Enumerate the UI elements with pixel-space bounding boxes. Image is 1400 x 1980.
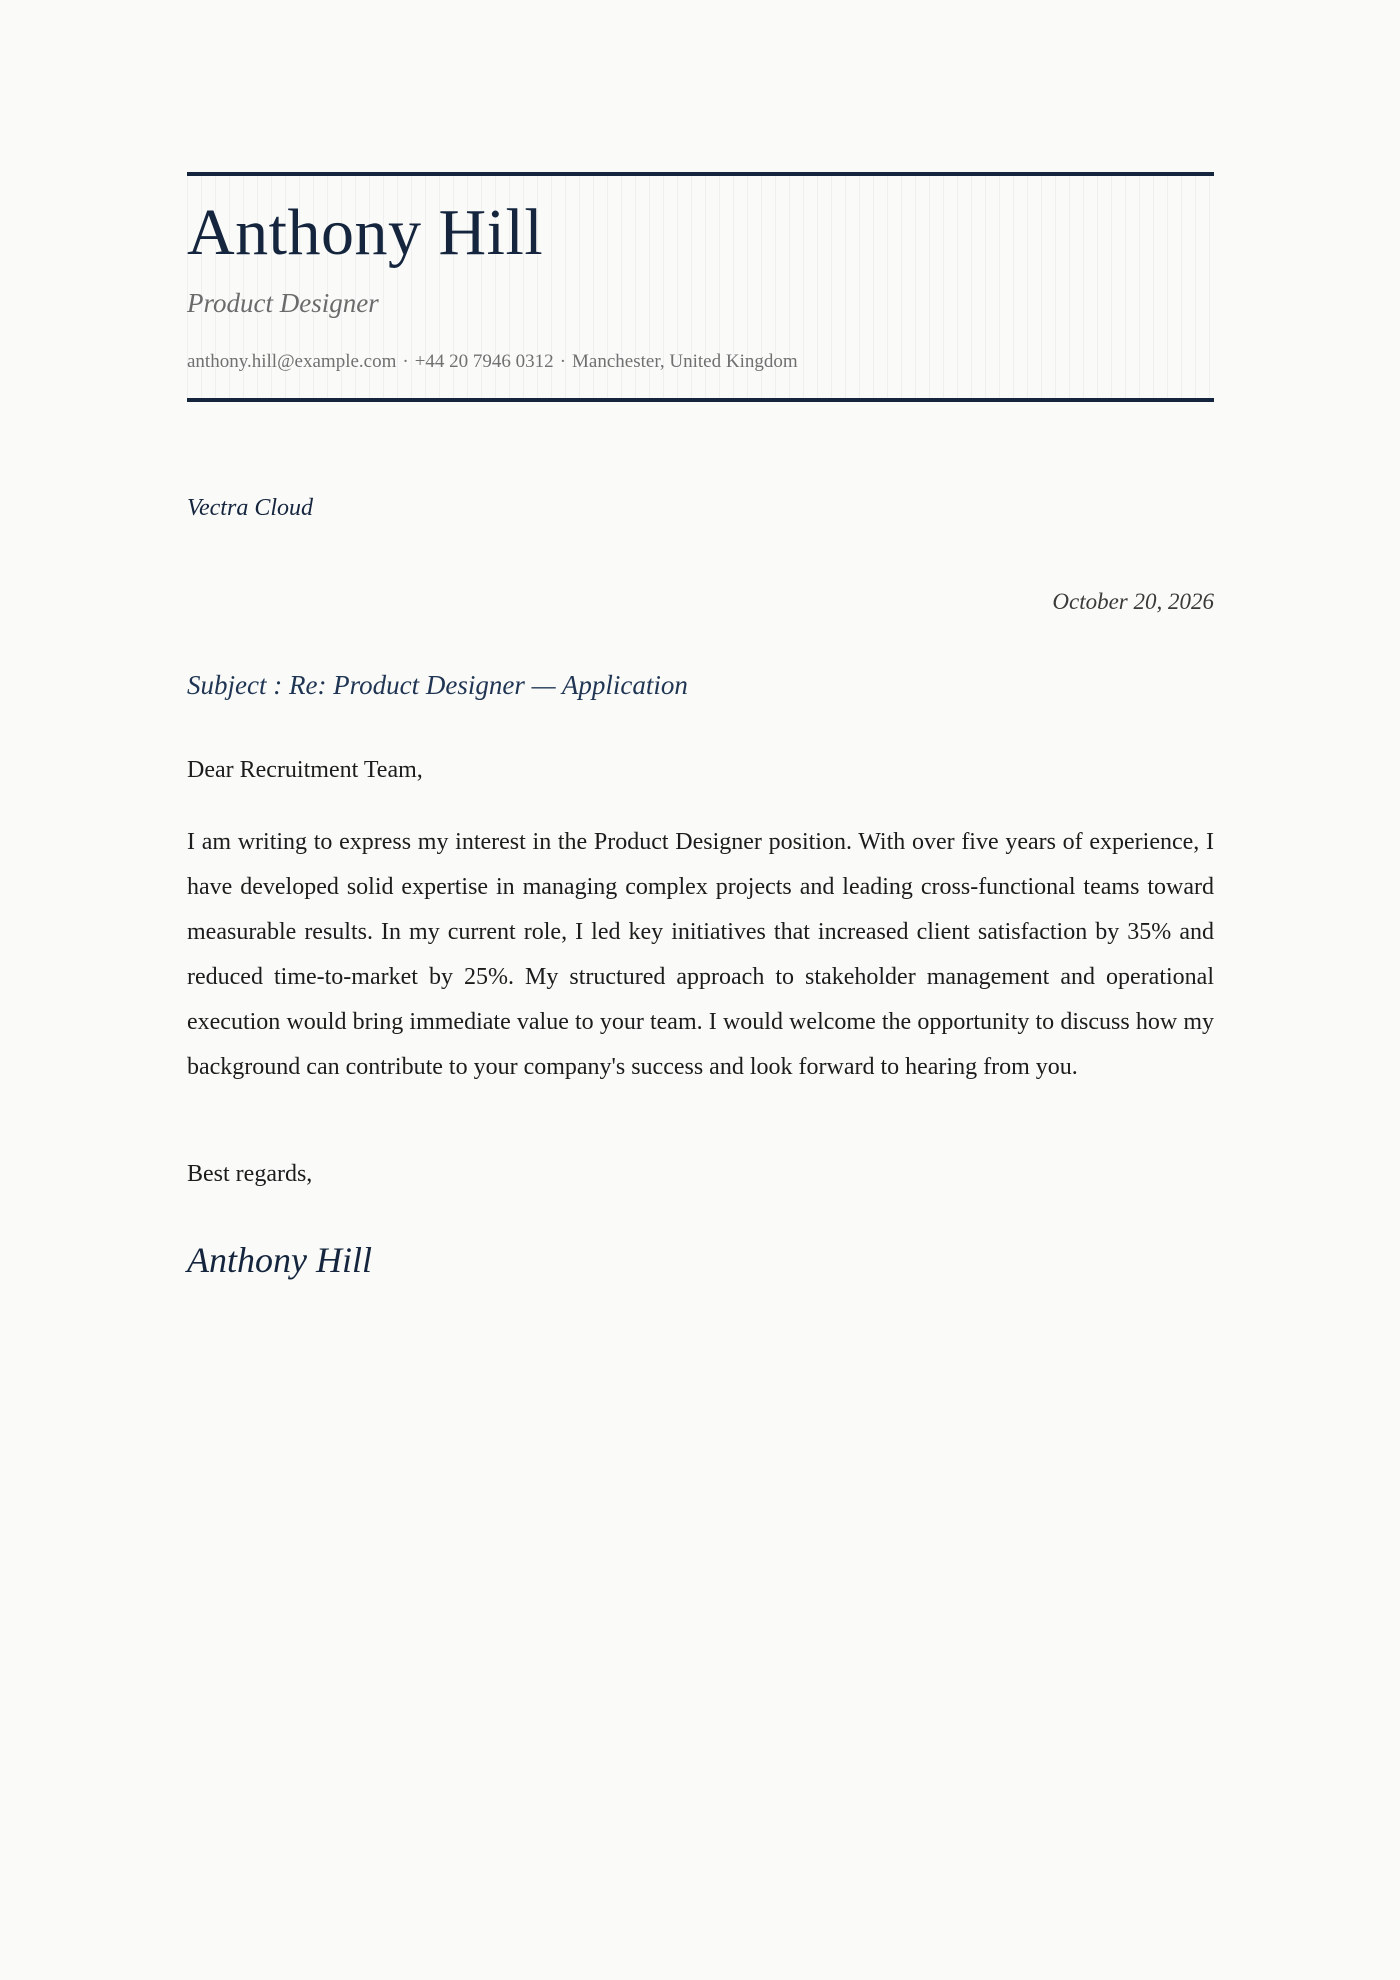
contact-separator: ·: [559, 351, 567, 372]
contact-location: Manchester, United Kingdom: [572, 351, 798, 372]
letter-header: [187, 172, 1214, 402]
signature: Anthony Hill: [187, 1240, 372, 1280]
letter-date: October 20, 2026: [1052, 589, 1214, 614]
letter-body: I am writing to express my interest in the Product Designer position. With over five years of experience, I have developed solid expertise in managing complex projects and leading cross-functional teams toward measurable results. In my current role, I led key initiatives that increased client satisfaction by 35% and reduced time-to-market by 25%. My structured approach to stakeholder management and operational execution would bring immediate value to your team. I would welcome the opportunity to discuss how my background can contribute to your company's success and look forward to hearing from you.: [187, 829, 1214, 1080]
sender-name: Anthony Hill: [187, 196, 544, 269]
letter-greeting: Dear Recruitment Team,: [187, 757, 423, 783]
sender-job-title: Product Designer: [187, 288, 379, 318]
letter-subject: Subject : Re: Product Designer — Application: [187, 670, 688, 700]
contact-separator: ·: [402, 351, 409, 372]
contact-line: [187, 352, 798, 371]
recipient-company: Vectra Cloud: [187, 495, 313, 521]
letter-page: [187, 172, 1214, 1280]
contact-phone: +44 20 7946 0312: [414, 351, 554, 372]
letter-closing: Best regards,: [187, 1161, 313, 1187]
contact-email: anthony.hill@example.com: [187, 351, 397, 372]
